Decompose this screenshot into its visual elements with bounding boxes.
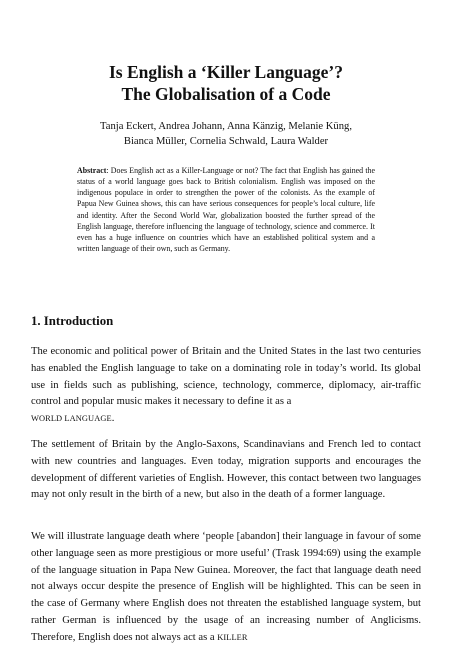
authors-line-1: Tanja Eckert, Andrea Johann, Anna Känzig, Melanie Küng, — [100, 121, 352, 132]
body-paragraph-1 — [31, 344, 421, 428]
section-heading: 1. Introduction — [31, 314, 114, 328]
killer-term: KILLER — [217, 632, 248, 642]
body-paragraph-3 — [31, 529, 421, 647]
abstract-label: Abstract — [77, 166, 107, 175]
paper-title-line-2: The Globalisation of a Code — [121, 84, 331, 104]
paper-title-line-1: Is English a ‘Killer Language’? — [108, 62, 344, 82]
authors-line-2: Bianca Müller, Cornelia Schwald, Laura Walder — [123, 136, 329, 147]
paragraph-1-end: . — [111, 413, 115, 425]
paragraph-1-text: The economic and political power of Britain and the United States in the last two centuries has enabled the English language to take on a dominating role in today’s world. Its global use in fields such as publishing, science, technology, commerce, diplomacy, air-traffic control and popular music makes it necessary to define it as a — [31, 346, 421, 408]
abstract-text: : Does English act as a Killer-Language or not? The fact that English has gained the status of a world language goes back to British colonialism. English was imposed on the indigenous populace in order to strengthen the power of the colonists. As the example of Papua New Guinea shows, this can have serious consequences for people’s local culture, life and identity. After the Second World War, globalization boosted the further spread of the English language, therefore influencing the language of technology, science and commerce. It even has a huge influence on countries which have an established political system and a written language of their own, such as Germany. — [77, 166, 375, 254]
paragraph-3-text: We will illustrate language death where ‘people [abandon] their language in favour of some other language seen as more prestigious or more useful’ (Trask 1994:69) using the example of the language situation in Papa New Guinea. Moreover, the fact that language death need not always occur despite the presence of English will be highlighted. This can be seen in the case of Germany where English does not threaten the established language system, but rather German is influenced by the usage of an increasing number of Anglicisms. Therefore, English does not always act as a — [31, 531, 421, 643]
abstract — [77, 165, 375, 254]
world-language-term: WORLD LANGUAGE — [31, 414, 112, 424]
body-paragraph-2: The settlement of Britain by the Anglo-Saxons, Scandinavians and French led to contact with new countries and languages. Even today, migration supports and encourages the development of different varieties of English. However, this contact between two languages may not only result in the birth of a new, but also in the death of a former language. — [31, 439, 421, 501]
